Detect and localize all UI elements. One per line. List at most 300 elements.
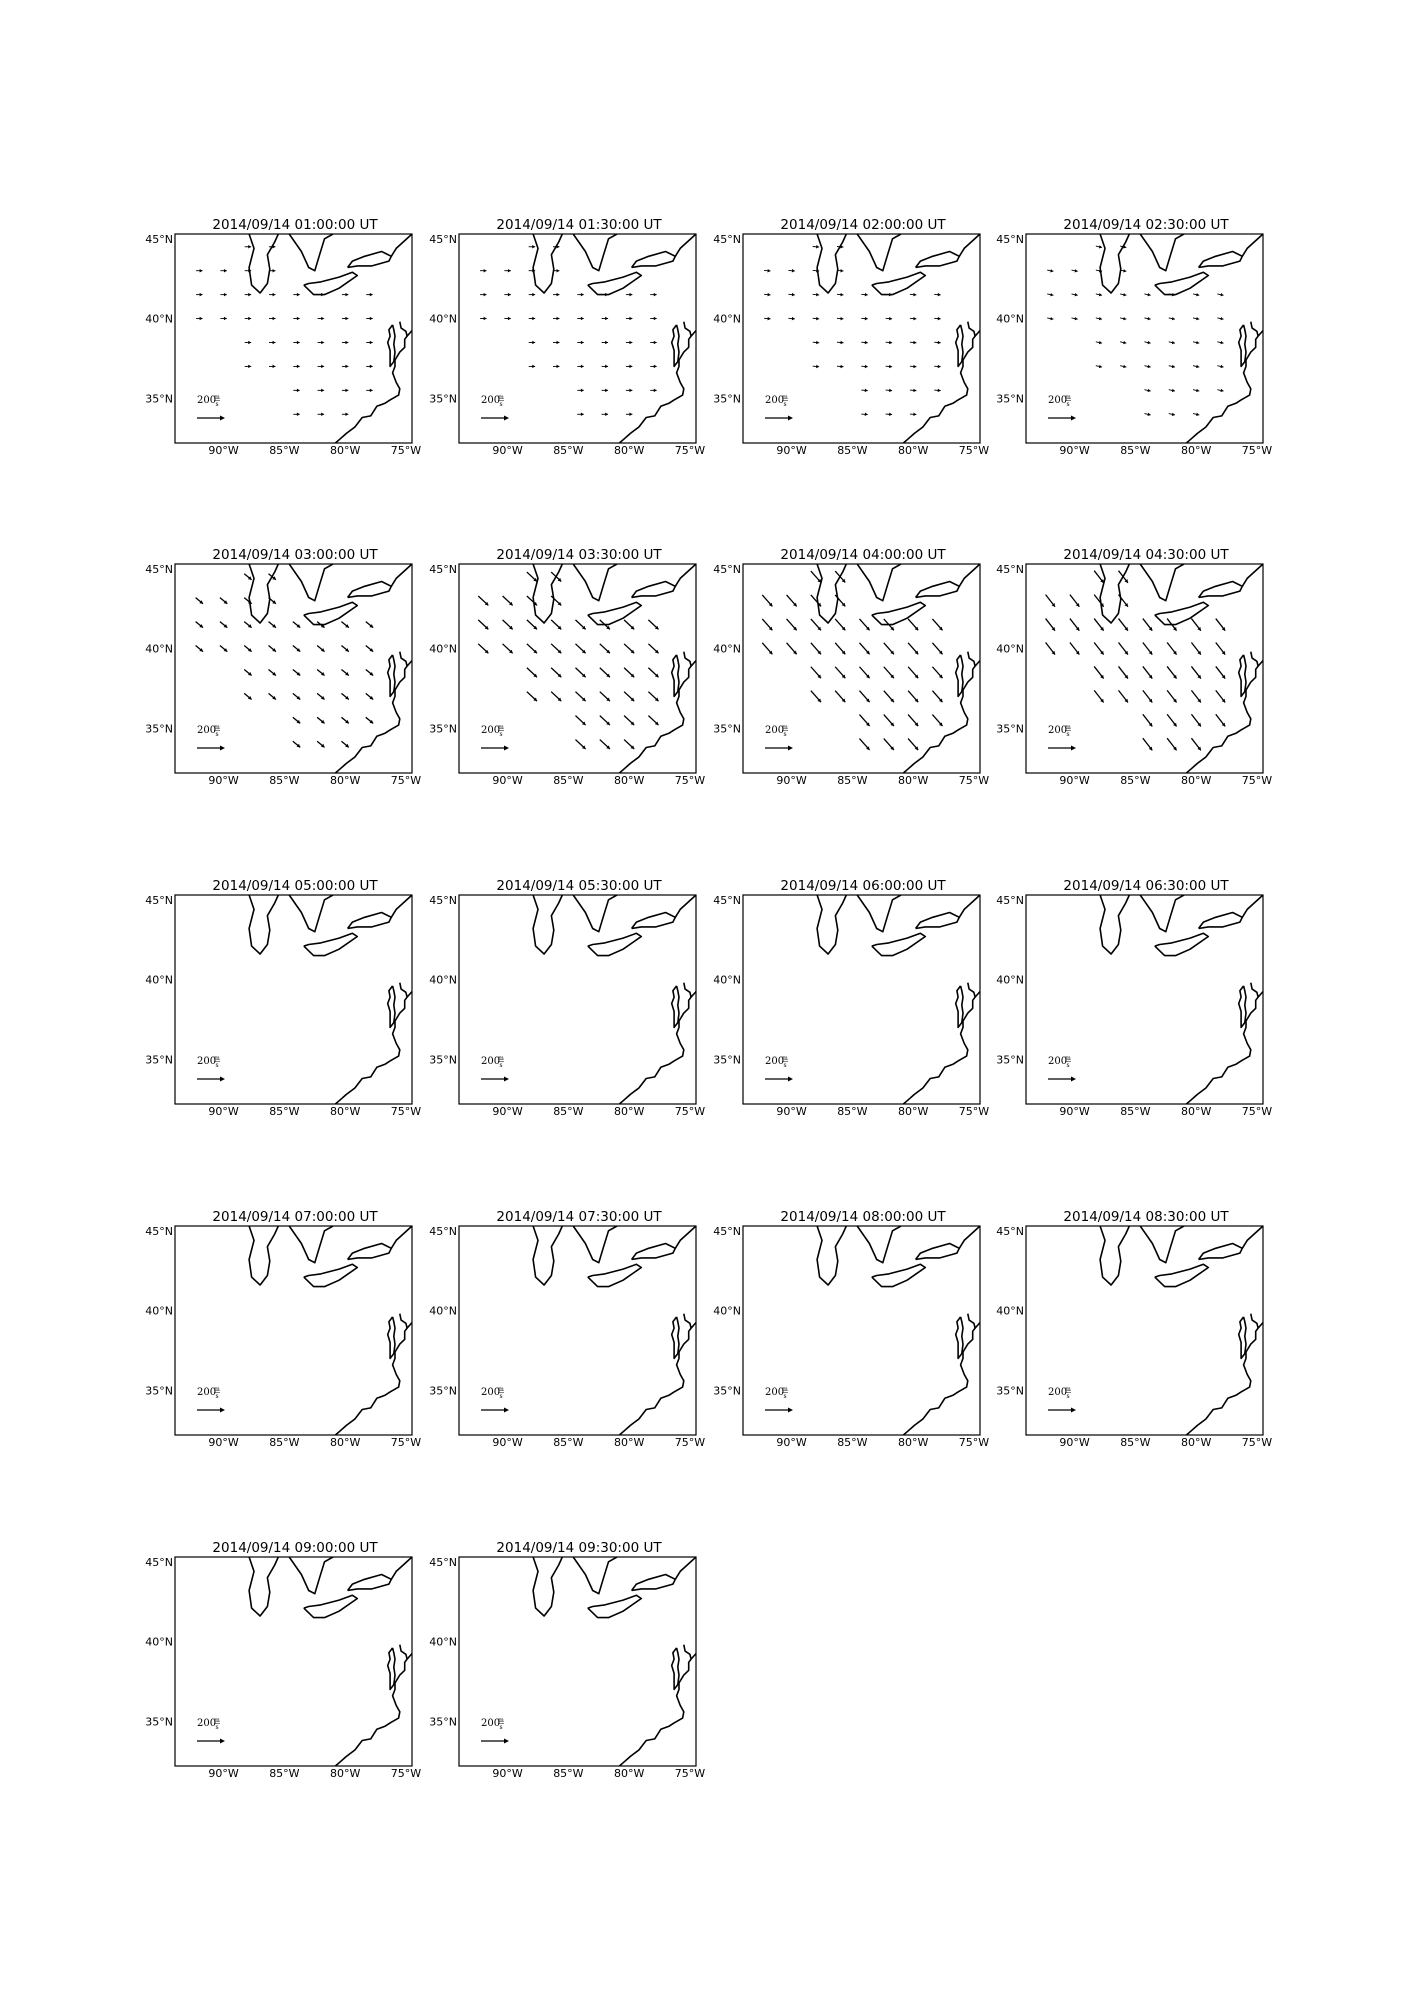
- panel-title: 2014/09/14 07:30:00 UT: [496, 1209, 662, 1225]
- coastline-lake-michigan: [533, 895, 562, 954]
- map-panel: [145, 878, 475, 1128]
- lon-tick-label: 85°W: [1120, 1105, 1151, 1118]
- scale-unit-numerator: m: [782, 394, 788, 401]
- lon-tick-label: 85°W: [553, 1436, 584, 1449]
- lon-tick-label: 80°W: [1180, 1436, 1212, 1449]
- lon-tick-label: 80°W: [613, 444, 645, 457]
- scale-unit-denominator: s: [1066, 1062, 1070, 1069]
- coastline-lake-huron: [857, 234, 901, 271]
- wind-vector: [551, 644, 561, 653]
- wind-vector: [317, 741, 324, 747]
- scale-unit-denominator: s: [215, 1062, 219, 1069]
- coastline-lake-huron: [573, 1557, 617, 1594]
- lon-tick-label: 90°W: [776, 444, 807, 457]
- wind-vector: [600, 644, 610, 653]
- map-panel: [145, 1209, 475, 1459]
- wind-vector: [626, 365, 632, 368]
- wind-vector: [1120, 317, 1126, 320]
- wind-vector: [884, 691, 894, 702]
- map-panel: [145, 217, 475, 467]
- wind-vector: [859, 691, 869, 702]
- wind-vector: [1143, 642, 1152, 654]
- map-svg: [145, 1209, 475, 1459]
- lon-tick-label: 75°W: [390, 1767, 422, 1780]
- wind-vector: [293, 717, 300, 723]
- wind-vector: [293, 293, 299, 296]
- panel-title: 2014/09/14 08:00:00 UT: [780, 1209, 946, 1225]
- scale-unit-numerator: m: [498, 724, 504, 731]
- scale-value: 200: [481, 1056, 501, 1067]
- lat-tick-label: 35°N: [996, 1384, 1024, 1398]
- wind-vector: [529, 317, 535, 320]
- coastline-delaware-bay: [400, 1645, 407, 1659]
- lon-tick-label: 85°W: [553, 1767, 584, 1780]
- lon-tick-label: 75°W: [390, 1436, 422, 1449]
- wind-vector: [577, 365, 583, 368]
- wind-vector: [504, 293, 510, 296]
- lat-tick-label: 35°N: [713, 1384, 741, 1398]
- map-content: [762, 564, 983, 773]
- wind-vector: [787, 643, 797, 654]
- lat-tick-label: 40°N: [429, 1304, 457, 1318]
- coastline-st-lawrence: [959, 895, 980, 917]
- wind-vector: [1191, 738, 1200, 750]
- coastline-st-lawrence: [1242, 1226, 1263, 1248]
- coastline-lake-michigan: [249, 895, 278, 954]
- lat-tick-label: 40°N: [713, 642, 741, 656]
- wind-vector: [811, 691, 821, 702]
- scale-unit-numerator: m: [498, 1717, 504, 1724]
- coastline-st-lawrence: [1242, 234, 1263, 256]
- map-content: [478, 564, 699, 773]
- wind-vector: [861, 317, 867, 320]
- lat-tick-label: 45°N: [429, 1555, 457, 1569]
- wind-vector: [529, 245, 535, 248]
- coastline-lake-huron: [1140, 564, 1184, 601]
- lon-tick-label: 75°W: [958, 774, 990, 787]
- coastline-lake-michigan: [249, 1557, 278, 1616]
- wind-vector: [527, 572, 537, 581]
- wind-vector: [196, 598, 203, 604]
- map-content: [1047, 234, 1266, 443]
- lat-tick-label: 35°N: [713, 1053, 741, 1067]
- map-panel: [145, 547, 475, 797]
- wind-vector: [908, 619, 918, 630]
- map-svg: [145, 1540, 475, 1790]
- scale-reference: [481, 1386, 509, 1413]
- wind-vector: [1094, 619, 1103, 631]
- scale-unit-numerator: m: [214, 394, 220, 401]
- wind-vector: [244, 598, 251, 604]
- lat-tick-label: 40°N: [713, 1304, 741, 1318]
- wind-vector: [764, 293, 770, 296]
- wind-vector: [1217, 365, 1223, 368]
- map-content: [533, 1557, 700, 1766]
- wind-vector: [480, 269, 486, 272]
- wind-vector: [908, 667, 918, 678]
- coastline-delaware-bay: [1251, 983, 1258, 997]
- lon-tick-label: 75°W: [674, 1105, 706, 1118]
- coastline-chesapeake: [672, 1317, 679, 1359]
- lat-tick-label: 45°N: [996, 562, 1024, 576]
- wind-vector: [577, 317, 583, 320]
- map-svg: [713, 547, 1043, 797]
- lon-tick-label: 75°W: [674, 1436, 706, 1449]
- lon-tick-label: 85°W: [269, 444, 300, 457]
- coastline-st-lawrence: [391, 564, 412, 586]
- scale-value: 200: [481, 1718, 501, 1729]
- coastline-lake-huron: [857, 1226, 901, 1263]
- wind-vector: [293, 669, 300, 675]
- wind-vector: [886, 413, 892, 416]
- wind-vector: [1216, 642, 1225, 654]
- wind-vector: [934, 341, 940, 344]
- coastline-lake-michigan: [817, 234, 846, 293]
- wind-vector: [1191, 714, 1200, 726]
- coastline-chesapeake: [388, 1648, 395, 1690]
- scale-reference: [765, 394, 793, 421]
- wind-vector: [504, 317, 510, 320]
- wind-vector: [503, 644, 513, 653]
- wind-vector: [910, 413, 916, 416]
- scale-reference: [481, 1717, 509, 1744]
- wind-vector: [788, 293, 794, 296]
- coastline-lake-erie: [588, 602, 642, 624]
- coastline-atlantic: [619, 981, 699, 1104]
- scale-unit-denominator: s: [499, 731, 503, 738]
- lon-tick-label: 80°W: [1180, 444, 1212, 457]
- scale-unit-numerator: m: [214, 1717, 220, 1724]
- map-svg: [429, 1540, 759, 1790]
- wind-vector: [244, 622, 251, 628]
- lon-tick-label: 85°W: [837, 444, 868, 457]
- wind-vector: [762, 595, 772, 606]
- wind-vector: [366, 365, 372, 368]
- lat-tick-label: 45°N: [429, 893, 457, 907]
- wind-vector: [1169, 317, 1175, 320]
- lat-tick-label: 40°N: [713, 312, 741, 326]
- wind-vector: [1046, 595, 1055, 607]
- wind-vector: [220, 646, 227, 652]
- map-content: [1046, 564, 1267, 773]
- coastline-lake-huron: [1140, 895, 1184, 932]
- panel-title: 2014/09/14 09:00:00 UT: [212, 1540, 378, 1556]
- wind-vector: [908, 739, 918, 750]
- coastline-lake-michigan: [1100, 234, 1129, 293]
- coastline-lake-huron: [289, 234, 333, 271]
- lon-tick-label: 80°W: [897, 444, 929, 457]
- wind-vector: [269, 365, 275, 368]
- scale-value: 200: [481, 395, 501, 406]
- wind-vector: [341, 646, 348, 652]
- wind-vector: [220, 622, 227, 628]
- wind-vector: [553, 341, 559, 344]
- lon-tick-label: 85°W: [553, 774, 584, 787]
- wind-vector: [861, 293, 867, 296]
- lat-tick-label: 45°N: [145, 1555, 173, 1569]
- scale-unit-denominator: s: [215, 1393, 219, 1400]
- wind-vector: [1047, 317, 1053, 320]
- lat-tick-label: 45°N: [996, 1224, 1024, 1238]
- wind-vector: [1167, 642, 1176, 654]
- coastline-lake-erie: [1155, 272, 1209, 294]
- scale-reference: [481, 724, 509, 751]
- lon-tick-label: 80°W: [329, 444, 361, 457]
- wind-vector: [1191, 619, 1200, 631]
- wind-vector: [269, 574, 276, 580]
- wind-vector: [650, 293, 656, 296]
- wind-vector: [341, 717, 348, 723]
- coastline-chesapeake: [388, 1317, 395, 1359]
- lon-tick-label: 90°W: [1059, 1436, 1090, 1449]
- lon-tick-label: 90°W: [208, 1767, 239, 1780]
- coastline-lake-michigan: [1100, 895, 1129, 954]
- lon-tick-label: 80°W: [613, 774, 645, 787]
- panel-title: 2014/09/14 07:00:00 UT: [212, 1209, 378, 1225]
- wind-vector: [269, 293, 275, 296]
- wind-vector: [648, 620, 658, 629]
- wind-vector: [244, 646, 251, 652]
- lon-tick-label: 90°W: [776, 1436, 807, 1449]
- lat-tick-label: 45°N: [429, 562, 457, 576]
- lon-tick-label: 80°W: [613, 1105, 645, 1118]
- wind-vector: [835, 619, 845, 630]
- wind-vector: [244, 574, 251, 580]
- coastline-atlantic: [619, 320, 699, 443]
- scale-unit-numerator: m: [498, 1386, 504, 1393]
- map-content: [249, 1557, 416, 1766]
- wind-vector: [932, 715, 942, 726]
- wind-vector: [220, 269, 226, 272]
- lon-tick-label: 75°W: [674, 774, 706, 787]
- coastline-atlantic: [903, 650, 983, 773]
- wind-vector: [244, 669, 251, 675]
- lat-tick-label: 35°N: [429, 1715, 457, 1729]
- lon-tick-label: 75°W: [958, 444, 990, 457]
- coastline-lake-ontario: [916, 913, 960, 929]
- wind-vector: [478, 620, 488, 629]
- coastline-lake-erie: [1155, 602, 1209, 624]
- scale-value: 200: [1048, 725, 1068, 736]
- coastline-lake-huron: [289, 564, 333, 601]
- lat-tick-label: 35°N: [429, 1384, 457, 1398]
- wind-vector: [932, 691, 942, 702]
- map-panel: [713, 217, 1043, 467]
- coastline-lake-erie: [304, 1595, 358, 1617]
- wind-vector: [1167, 690, 1176, 702]
- map-panel: [996, 547, 1326, 797]
- wind-vector: [626, 317, 632, 320]
- wind-vector: [196, 622, 203, 628]
- map-content: [196, 234, 416, 443]
- coastline-delaware-bay: [968, 983, 975, 997]
- wind-vector: [788, 269, 794, 272]
- wind-vector: [1143, 738, 1152, 750]
- map-svg: [429, 217, 759, 467]
- scale-reference: [1048, 1055, 1076, 1082]
- wind-vector: [1193, 341, 1199, 344]
- wind-vector: [318, 365, 324, 368]
- coastline-st-lawrence: [675, 1226, 696, 1248]
- wind-vector: [602, 413, 608, 416]
- wind-vector: [342, 413, 348, 416]
- coastline-lake-ontario: [632, 1244, 676, 1260]
- coastline-atlantic: [1186, 650, 1266, 773]
- coastline-atlantic: [619, 1643, 699, 1766]
- lon-tick-label: 80°W: [897, 1105, 929, 1118]
- wind-vector: [1167, 738, 1176, 750]
- map-content: [533, 895, 700, 1104]
- wind-vector: [1119, 619, 1128, 631]
- wind-vector: [529, 293, 535, 296]
- lon-tick-label: 90°W: [1059, 1105, 1090, 1118]
- coastline-lake-huron: [1140, 1226, 1184, 1263]
- wind-vector: [624, 716, 634, 725]
- coastline-lake-michigan: [533, 234, 562, 293]
- scale-unit-numerator: m: [782, 724, 788, 731]
- coastline-chesapeake: [1239, 986, 1246, 1028]
- scale-unit-denominator: s: [1066, 401, 1070, 408]
- coastline-lake-erie: [872, 1264, 926, 1286]
- coastline-chesapeake: [388, 986, 395, 1028]
- panel-title: 2014/09/14 01:00:00 UT: [212, 217, 378, 233]
- wind-vector: [1144, 317, 1150, 320]
- wind-vector: [503, 596, 513, 605]
- scale-unit-numerator: m: [498, 1055, 504, 1062]
- lon-tick-label: 90°W: [492, 1105, 523, 1118]
- panel-title: 2014/09/14 03:30:00 UT: [496, 547, 662, 563]
- wind-vector: [478, 644, 488, 653]
- wind-vector: [553, 317, 559, 320]
- scale-reference: [765, 724, 793, 751]
- lat-tick-label: 35°N: [145, 392, 173, 406]
- scale-unit-denominator: s: [215, 401, 219, 408]
- lon-tick-label: 75°W: [390, 444, 422, 457]
- coastline-lake-huron: [857, 895, 901, 932]
- scale-unit-numerator: m: [782, 1055, 788, 1062]
- lon-tick-label: 90°W: [492, 1767, 523, 1780]
- map-svg: [145, 217, 475, 467]
- coastline-lake-huron: [857, 564, 901, 601]
- lat-tick-label: 40°N: [713, 973, 741, 987]
- coastline-delaware-bay: [400, 1314, 407, 1328]
- wind-vector: [650, 341, 656, 344]
- wind-vector: [269, 317, 275, 320]
- lat-tick-label: 35°N: [713, 392, 741, 406]
- wind-vector: [1216, 690, 1225, 702]
- wind-vector: [1169, 389, 1175, 392]
- wind-vector: [1217, 293, 1223, 296]
- coastline-st-lawrence: [391, 1226, 412, 1248]
- scale-unit-numerator: m: [782, 1386, 788, 1393]
- wind-vector: [527, 668, 537, 677]
- wind-vector: [269, 693, 276, 699]
- wind-vector: [293, 317, 299, 320]
- scale-reference: [197, 1055, 225, 1082]
- wind-vector: [220, 293, 226, 296]
- lon-tick-label: 80°W: [897, 774, 929, 787]
- lat-tick-label: 45°N: [713, 232, 741, 246]
- wind-vector: [650, 365, 656, 368]
- coastline-atlantic: [335, 1643, 415, 1766]
- map-svg: [713, 878, 1043, 1128]
- panel-title: 2014/09/14 05:30:00 UT: [496, 878, 662, 894]
- lon-tick-label: 85°W: [553, 1105, 584, 1118]
- wind-vector: [1070, 619, 1079, 631]
- coastline-chesapeake: [1239, 655, 1246, 697]
- wind-vector: [220, 598, 227, 604]
- wind-vector: [196, 269, 202, 272]
- lat-tick-label: 40°N: [145, 312, 173, 326]
- wind-vector: [886, 341, 892, 344]
- scale-value: 200: [765, 395, 785, 406]
- coastline-chesapeake: [672, 325, 679, 367]
- wind-vector: [527, 596, 537, 605]
- wind-vector: [577, 413, 583, 416]
- wind-vector: [1047, 269, 1053, 272]
- wind-vector: [293, 389, 299, 392]
- wind-vector: [787, 595, 797, 606]
- wind-vector: [648, 644, 658, 653]
- lat-tick-label: 40°N: [145, 973, 173, 987]
- wind-vector: [293, 622, 300, 628]
- wind-vector: [837, 341, 843, 344]
- map-svg: [145, 878, 475, 1128]
- wind-vector: [318, 413, 324, 416]
- lon-tick-label: 85°W: [837, 1436, 868, 1449]
- wind-vector: [366, 717, 373, 723]
- wind-vector: [602, 389, 608, 392]
- wind-vector: [626, 341, 632, 344]
- coastline-lake-michigan: [1100, 564, 1129, 623]
- scale-unit-denominator: s: [783, 1062, 787, 1069]
- map-panel: [145, 1540, 475, 1790]
- wind-vector: [1072, 269, 1078, 272]
- coastline-delaware-bay: [400, 322, 407, 336]
- wind-vector: [813, 245, 819, 248]
- lat-tick-label: 45°N: [713, 1224, 741, 1238]
- coastline-st-lawrence: [675, 1557, 696, 1579]
- wind-vector: [366, 693, 373, 699]
- lat-tick-label: 40°N: [145, 1635, 173, 1649]
- wind-vector: [624, 620, 634, 629]
- lon-tick-label: 75°W: [390, 1105, 422, 1118]
- coastline-lake-erie: [304, 1264, 358, 1286]
- lon-tick-label: 90°W: [1059, 444, 1090, 457]
- wind-vector: [1169, 341, 1175, 344]
- wind-vector: [1143, 666, 1152, 678]
- wind-vector: [626, 413, 632, 416]
- wind-vector: [648, 668, 658, 677]
- wind-vector: [1216, 666, 1225, 678]
- lat-tick-label: 35°N: [429, 392, 457, 406]
- wind-vector: [317, 693, 324, 699]
- wind-vector: [861, 365, 867, 368]
- map-panel: [429, 1540, 759, 1790]
- coastline-lake-huron: [573, 564, 617, 601]
- map-panel: [713, 878, 1043, 1128]
- wind-vector: [884, 739, 894, 750]
- coastline-delaware-bay: [684, 1645, 691, 1659]
- lon-tick-label: 80°W: [897, 1436, 929, 1449]
- lon-tick-label: 85°W: [553, 444, 584, 457]
- scale-unit-numerator: m: [214, 1386, 220, 1393]
- panel-title: 2014/09/14 03:00:00 UT: [212, 547, 378, 563]
- scale-value: 200: [765, 1056, 785, 1067]
- wind-vector: [269, 646, 276, 652]
- wind-vector: [837, 365, 843, 368]
- wind-vector: [318, 389, 324, 392]
